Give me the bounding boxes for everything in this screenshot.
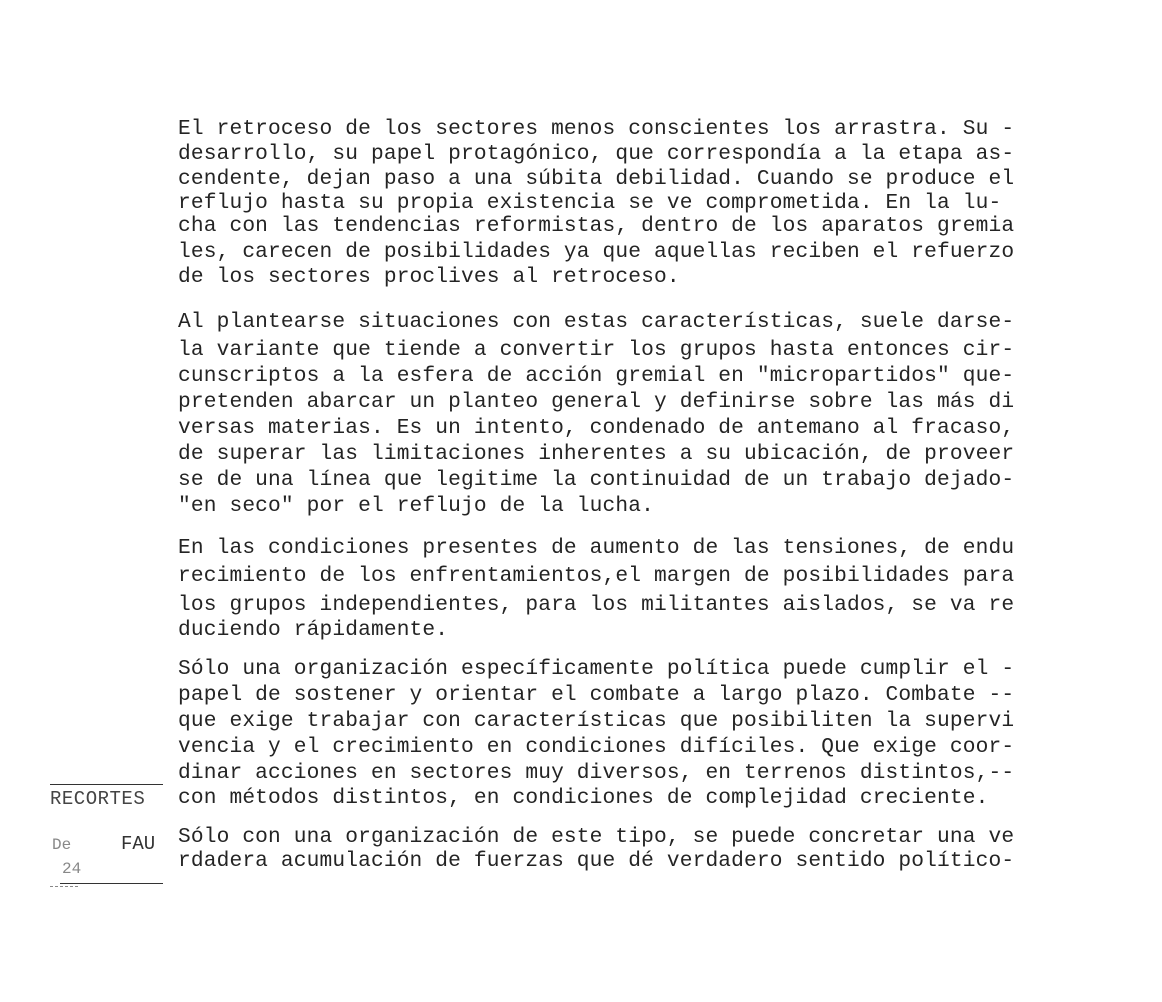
text-line: dinar acciones en sectores muy diversos, en terrenos distintos,-- [178,761,1015,785]
margin-rule-top [50,784,163,785]
margin-dash [50,886,78,887]
text-line: rdadera acumulación de fuerzas que dé verdadero sentido político- [178,849,1015,873]
text-line: papel de sostener y orientar el combate a largo plazo. Combate -- [178,683,1015,707]
text-line: los grupos independientes, para los militantes aislados, se va re [178,593,1015,617]
text-line: pretenden abarcar un planteo general y definirse sobre las más di [178,390,1015,414]
text-line: desarrollo, su papel protagónico, que correspondía a la etapa as- [178,142,1015,166]
text-line: El retroceso de los sectores menos conscientes los arrastra. Su - [178,117,1015,141]
margin-stamp-fau: FAU [121,833,156,855]
text-line: "en seco" por el reflujo de la lucha. [178,494,654,518]
text-line: la variante que tiende a convertir los grupos hasta entonces cir- [178,338,1015,362]
paragraph-4 [178,656,1098,811]
margin-stamp-de: De [52,836,72,854]
text-line: cendente, dejan paso a una súbita debilidad. Cuando se produce el [178,167,1015,191]
text-line: de los sectores proclives al retroceso. [178,265,680,289]
margin-page-number: 24 [62,860,82,878]
text-line: cha con las tendencias reformistas, dentro de los aparatos gremia [178,214,1015,238]
text-line: que exige trabajar con características que posibiliten la supervi [178,709,1015,733]
text-line: Al plantearse situaciones con estas características, suele darse- [178,310,1015,334]
text-line: reflujo hasta su propia existencia se ve comprometida. En la lu- [178,191,1002,215]
text-line: con métodos distintos, en condiciones de complejidad creciente. [178,786,989,810]
paragraph-1 [178,117,1098,290]
text-line: les, carecen de posibilidades ya que aquellas reciben el refuerzo [178,240,1015,264]
paragraph-2 [178,307,1098,519]
text-line: vencia y el crecimiento en condiciones difíciles. Que exige coor- [178,735,1015,759]
paragraph-3 [178,536,1098,643]
text-line: de superar las limitaciones inherentes a su ubicación, de proveer [178,442,1015,466]
margin-rule-bottom [60,883,163,884]
text-line: cunscriptos a la esfera de acción gremial en "micropartidos" que- [178,364,1015,388]
text-line: recimiento de los enfrentamientos,el margen de posibilidades para [178,564,1015,588]
margin-stamp-recortes: RECORTES [50,788,146,810]
text-line: Sólo con una organización de este tipo, se puede concretar una ve [178,825,1015,849]
text-line: En las condiciones presentes de aumento de las tensiones, de endu [178,536,1015,560]
text-line: duciendo rápidamente. [178,618,449,642]
text-line: versas materias. Es un intento, condenado de antemano al fracaso, [178,416,1015,440]
text-line: se de una línea que legitime la continuidad de un trabajo dejado- [178,468,1015,492]
text-line: Sólo una organización específicamente política puede cumplir el - [178,657,1015,681]
paragraph-5 [178,825,1098,874]
